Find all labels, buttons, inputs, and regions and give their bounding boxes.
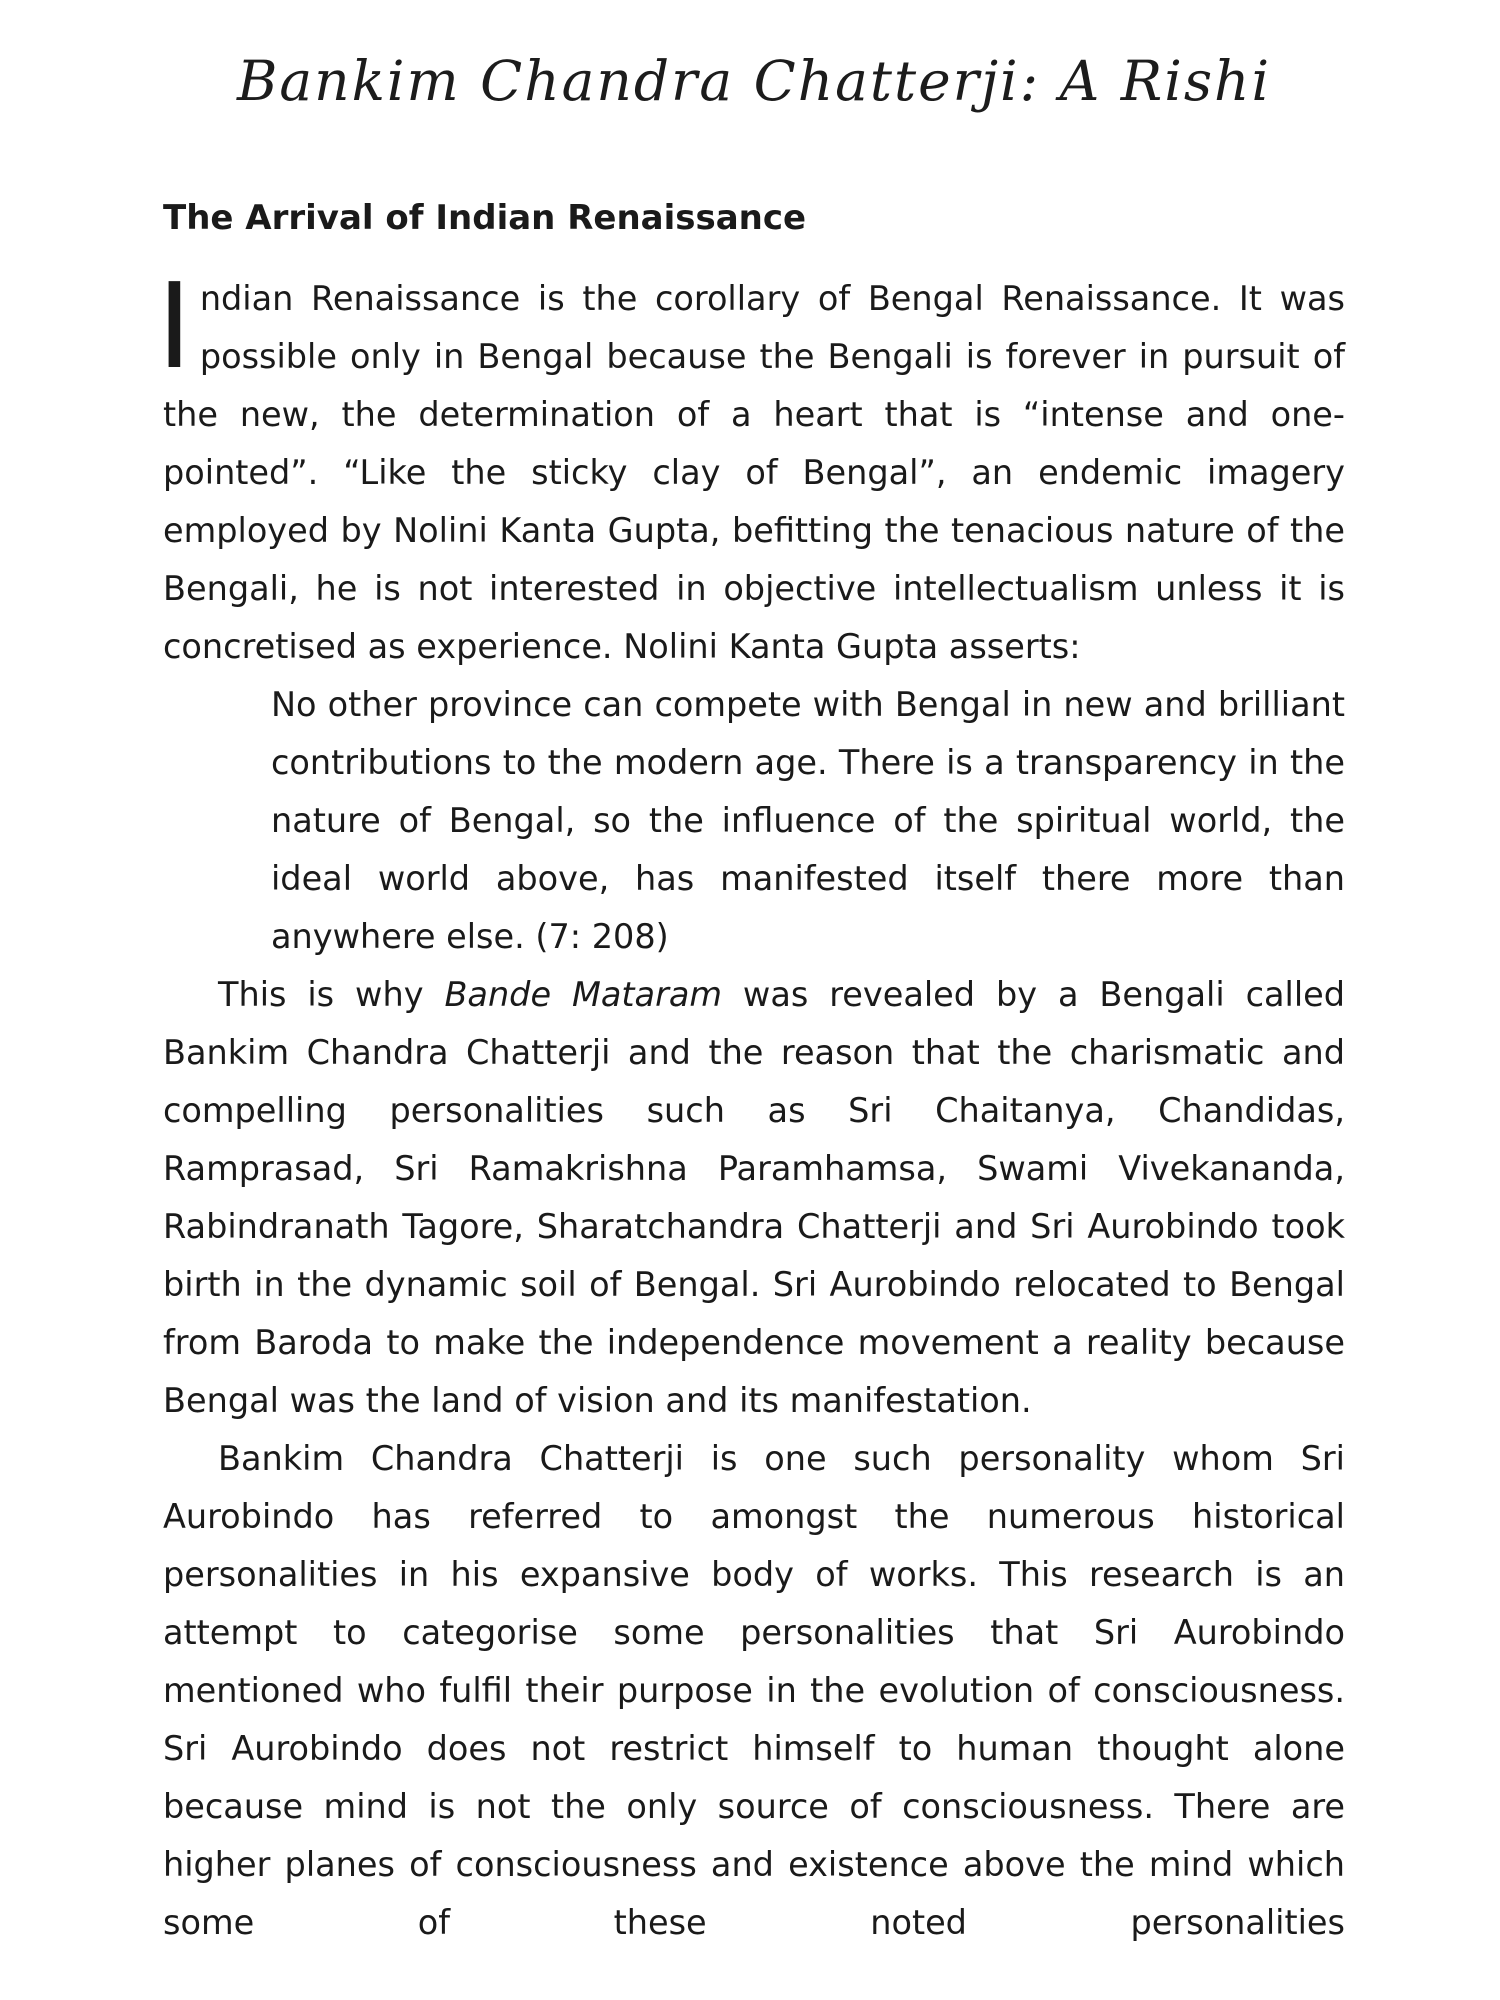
drop-cap: I — [157, 257, 192, 395]
paragraph-1 — [157, 257, 1345, 676]
paragraph-2 — [163, 966, 1345, 1430]
paragraph-1-text: ndian Renaissance is the corollary of Bengal Renaissance. It was possible only in Bengal because the Bengali is forever in pursuit of the new, the determination of a heart that is “intense and one-pointed”. “Like the sticky clay of Bengal”, an endemic imagery employed by Nolini Kanta Gupta, befitting the tenacious nature of the Bengali, he is not interested in objective intellectualism unless it is concretised as experience. Nolini Kanta Gupta asserts: — [163, 279, 1345, 666]
body-text — [157, 257, 1346, 1952]
chapter-title: Bankim Chandra Chatterji: A Rishi — [236, 49, 1272, 113]
paragraph-3: Bankim Chandra Chatterji is one such personality whom Sri Aurobindo has referred to amongst the numerous historical personalities in his expansive body of works. This research is an attempt to categorise some personalities that Sri Aurobindo mentioned who fulfil their purpose in the evolution of consciousness. Sri Aurobindo does not restrict himself to human thought alone because mind is not the only source of consciousness. There are higher planes of consciousness and existence above the mind which some of these noted personalities — [163, 1439, 1345, 1942]
book-page — [157, 0, 1346, 1942]
paragraph-2-lead: This is why — [218, 975, 445, 1014]
block-quote: No other province can compete with Bengal in new and brilliant contributions to the modern age. There is a transparency in the nature of Bengal, so the influence of the spiritual world, the ideal world above, has manifested itself there more than anywhere else. (7: 208) — [271, 685, 1345, 956]
paragraph-2-rest: was revealed by a Bengali called Bankim Chandra Chatterji and the reason that the charismatic and compelling personalities such as Sri Chaitanya, Chandidas, Ramprasad, Sri Ramakrishna Paramhamsa, Swami Vivekananda, Rabindranath Tagore, Sharatchandra Chatterji and Sri Aurobindo took birth in the dynamic soil of Bengal. Sri Aurobindo relocated to Bengal from Baroda to make the independence movement a reality because Bengal was the land of vision and its manifestation. — [163, 975, 1346, 1420]
paragraph-2-italic-title: Bande Mataram — [444, 975, 723, 1014]
section-heading: The Arrival of Indian Renaissance — [163, 198, 807, 238]
